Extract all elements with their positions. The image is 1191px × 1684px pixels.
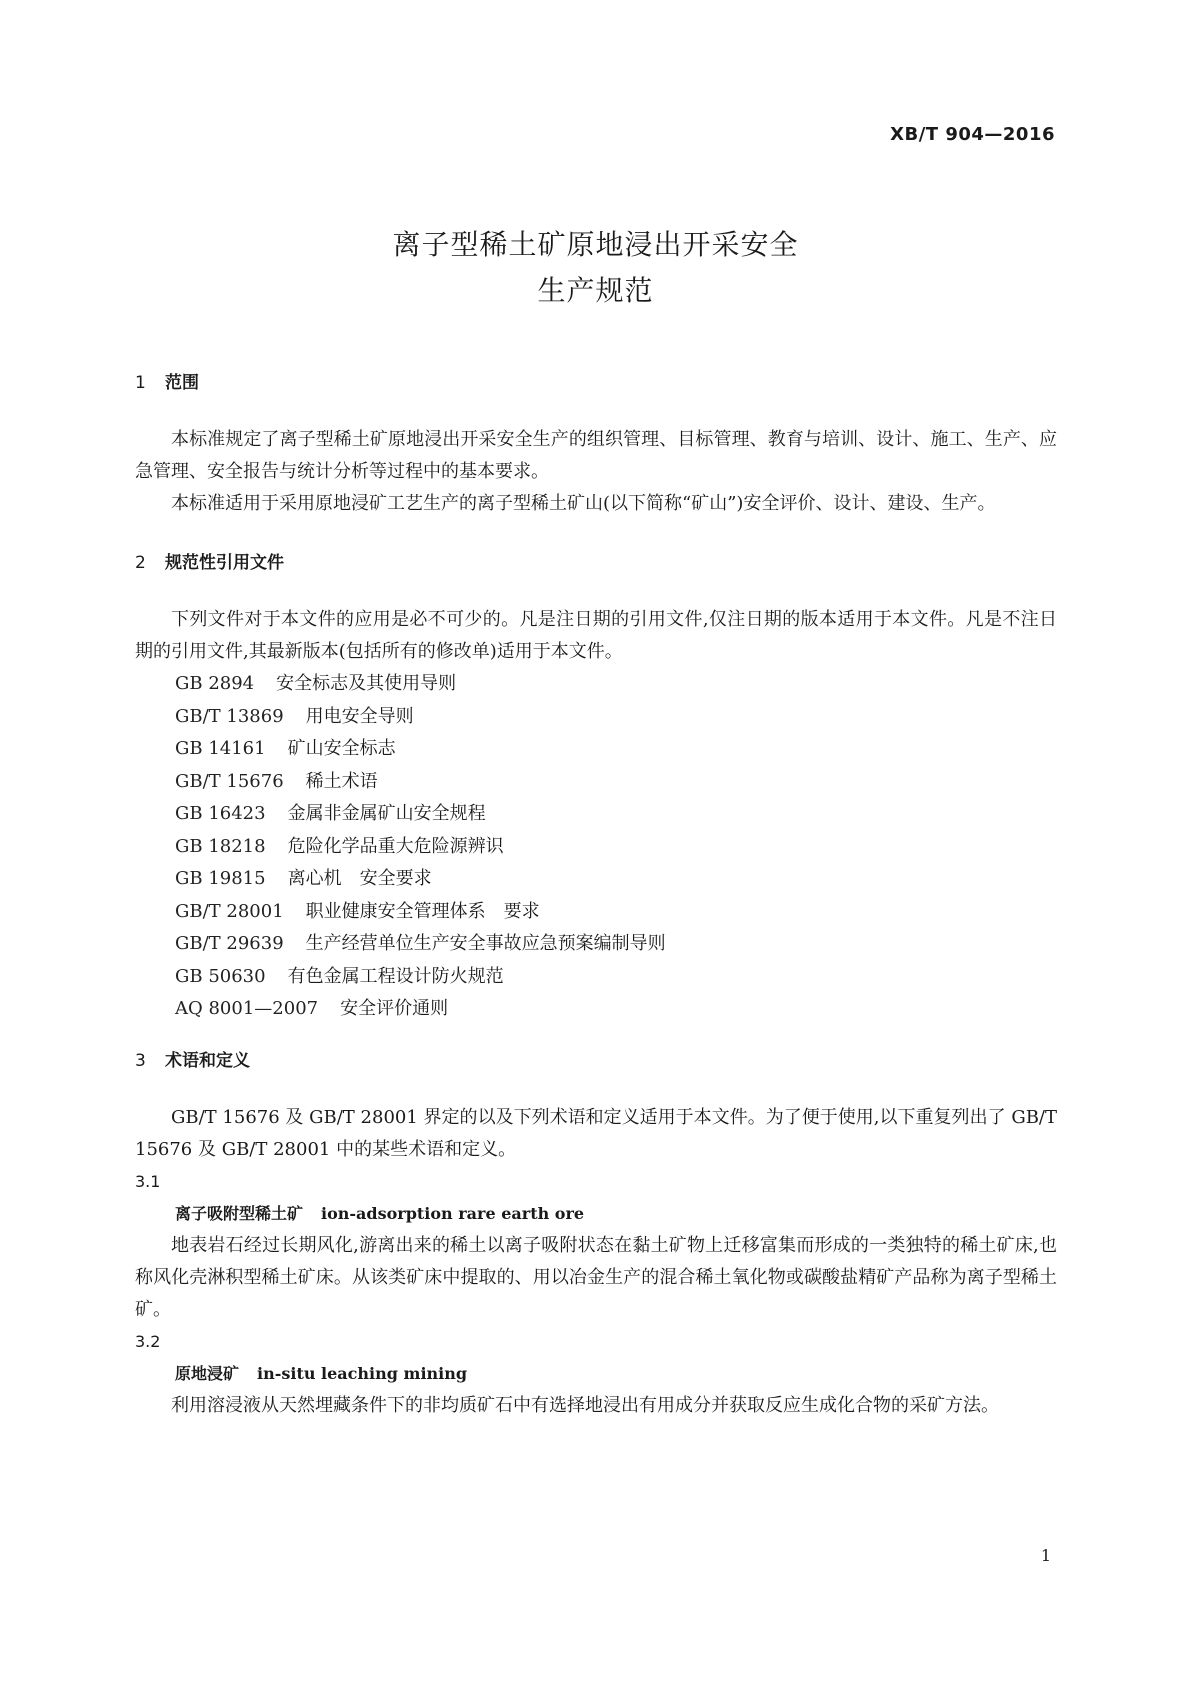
reference-item — [135, 733, 1057, 766]
reference-code: GB/T 13869 — [175, 705, 284, 727]
reference-item — [135, 831, 1057, 864]
section-title: 规范性引用文件 — [165, 553, 284, 573]
paragraph: 本标准规定了离子型稀土矿原地浸出开采安全生产的组织管理、目标管理、教育与培训、设计、施工、生产、应急管理、安全报告与统计分析等过程中的基本要求。 — [135, 429, 1057, 482]
reference-item — [135, 961, 1057, 994]
reference-code: GB 16423 — [175, 803, 266, 824]
reference-title: 离心机 安全要求 — [287, 868, 432, 889]
reference-title: 安全标志及其使用导则 — [276, 673, 457, 694]
section-1-heading — [135, 368, 1057, 398]
reference-code: GB/T 15676 — [175, 770, 284, 792]
document-code: XB/T 904—2016 — [890, 124, 1055, 145]
section-number: 3 — [135, 1050, 146, 1071]
reference-title: 稀土术语 — [305, 770, 378, 792]
term-english: ion-adsorption rare earth ore — [321, 1203, 585, 1223]
reference-title: 有色金属工程设计防火规范 — [287, 965, 504, 987]
term-definition: 利用溶浸液从天然埋藏条件下的非均质矿石中有选择地浸出有用成分并获取反应生成化合物的采矿方法。 — [171, 1394, 999, 1416]
section-2-heading — [135, 548, 1057, 578]
reference-item — [135, 928, 1057, 961]
reference-item — [135, 798, 1057, 831]
paragraph: GB/T 15676 及 GB/T 28001 界定的以及下列术语和定义适用于本文件。为了便于使用,以下重复列出了 GB/T 15676 及 GB/T 28001 中的某些术语和定义。 — [135, 1106, 1057, 1160]
reference-code: GB 14161 — [175, 738, 266, 759]
term-heading — [135, 1358, 1057, 1390]
reference-code: GB 2894 — [175, 673, 255, 694]
reference-code: GB/T 28001 — [175, 900, 284, 922]
reference-code: GB/T 29639 — [175, 933, 284, 954]
reference-title: 金属非金属矿山安全规程 — [287, 803, 486, 824]
term-english: in-situ leaching mining — [257, 1363, 468, 1383]
section-title: 术语和定义 — [165, 1050, 250, 1071]
reference-item — [135, 863, 1057, 896]
reference-list — [135, 668, 1057, 1026]
page-number: 1 — [1040, 1546, 1051, 1565]
paragraph: 下列文件对于本文件的应用是必不可少的。凡是注日期的引用文件,仅注日期的版本适用于本文件。凡是不注日期的引用文件,其最新版本(包括所有的修改单)适用于本文件。 — [135, 609, 1057, 662]
term-definition: 地表岩石经过长期风化,游离出来的稀土以离子吸附状态在黏土矿物上迁移富集而形成的一类独特的稀土矿床,也称风化壳淋积型稀土矿床。从该类矿床中提取的、用以冶金生产的混合稀土氧化物或碳酸盐精矿产品称为离子型稀土矿。 — [135, 1234, 1057, 1320]
section-3-heading — [135, 1046, 1057, 1076]
reference-code: GB 18218 — [175, 835, 266, 857]
paragraph: 本标准适用于采用原地浸矿工艺生产的离子型稀土矿山(以下简称“矿山”)安全评价、设计、建设、生产。 — [171, 493, 996, 514]
reference-title: 职业健康安全管理体系 要求 — [305, 900, 540, 922]
reference-title: 安全评价通则 — [340, 998, 449, 1019]
title-line-1: 离子型稀土矿原地浸出开采安全 — [392, 228, 799, 261]
reference-item — [135, 701, 1057, 734]
reference-item — [135, 896, 1057, 929]
document-body — [135, 368, 1057, 1422]
reference-item — [135, 668, 1057, 701]
section-title: 范围 — [165, 373, 199, 393]
term-chinese: 离子吸附型稀土矿 — [175, 1203, 304, 1223]
reference-title: 用电安全导则 — [305, 705, 414, 727]
document-title — [0, 222, 1191, 314]
term-heading — [135, 1198, 1057, 1230]
reference-title: 矿山安全标志 — [287, 738, 396, 759]
clause-number: 3.2 — [135, 1331, 161, 1351]
reference-title: 危险化学品重大危险源辨识 — [287, 835, 504, 857]
reference-item — [135, 993, 1057, 1026]
reference-code: GB 50630 — [175, 965, 266, 987]
reference-code: AQ 8001—2007 — [175, 998, 319, 1019]
section-number: 1 — [135, 373, 146, 393]
reference-code: GB 19815 — [175, 868, 266, 889]
section-number: 2 — [135, 553, 146, 573]
term-chinese: 原地浸矿 — [175, 1363, 240, 1383]
clause-number: 3.1 — [135, 1171, 161, 1191]
reference-title: 生产经营单位生产安全事故应急预案编制导则 — [305, 933, 666, 954]
reference-item — [135, 766, 1057, 799]
title-line-2: 生产规范 — [537, 274, 654, 307]
